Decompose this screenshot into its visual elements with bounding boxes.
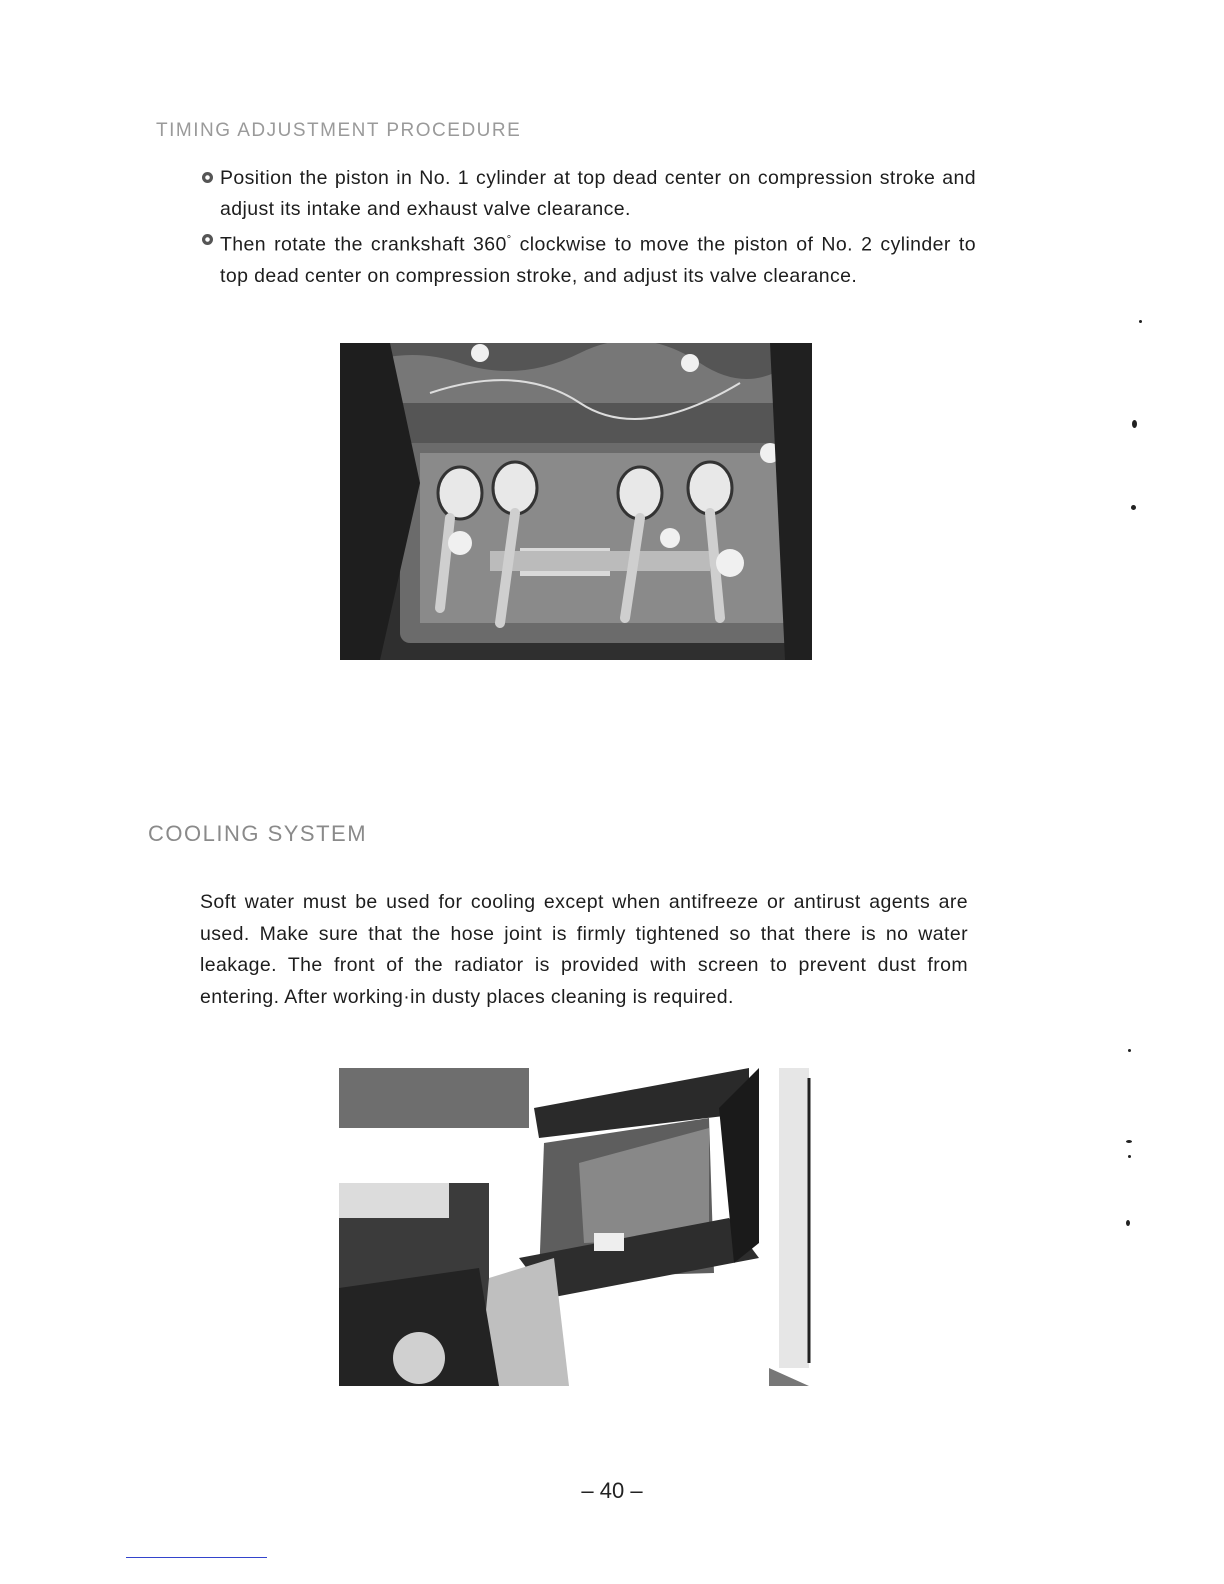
list-item	[200, 225, 976, 292]
timing-step-2-text-before: Then rotate the crankshaft 360	[220, 233, 507, 256]
page-number: – 40 –	[581, 1478, 643, 1503]
timing-steps-list	[200, 163, 976, 292]
bullet-icon	[202, 234, 213, 245]
scan-speck	[1128, 1049, 1131, 1052]
scan-speck	[1131, 505, 1136, 510]
radiator-photo	[339, 1068, 813, 1386]
bullet-icon	[202, 172, 213, 183]
timing-step-1-text: Position the piston in No. 1 cylinder at top dead center on compression stroke and adjust its intake and exhaust valve clearance.	[220, 167, 976, 220]
scan-speck	[1126, 1220, 1130, 1226]
footnote-rule	[126, 1557, 267, 1558]
engine-valve-photo	[340, 343, 812, 660]
scan-speck	[1128, 1155, 1131, 1158]
scan-speck	[1126, 1140, 1132, 1143]
timing-adjustment-heading: TIMING ADJUSTMENT PROCEDURE	[156, 120, 522, 141]
cooling-paragraph: Soft water must be used for cooling except when antifreeze or antirust agents are used. Make sure that the hose joint is firmly tightened so that there is no water leakage. The front of the radiator is provided with screen to prevent dust from entering. After working·in dusty places cleaning is required.	[200, 891, 968, 1008]
scan-speck	[1132, 420, 1137, 428]
scan-speck	[1139, 320, 1142, 323]
degree-symbol: °	[506, 234, 512, 246]
cooling-system-heading: COOLING SYSTEM	[148, 821, 368, 846]
list-item	[200, 163, 976, 225]
timing-step-2-text-after: clockwise to move the piston of No. 2 cylinder to top dead center on compression stroke, and adjust its valve clearance.	[220, 233, 976, 287]
